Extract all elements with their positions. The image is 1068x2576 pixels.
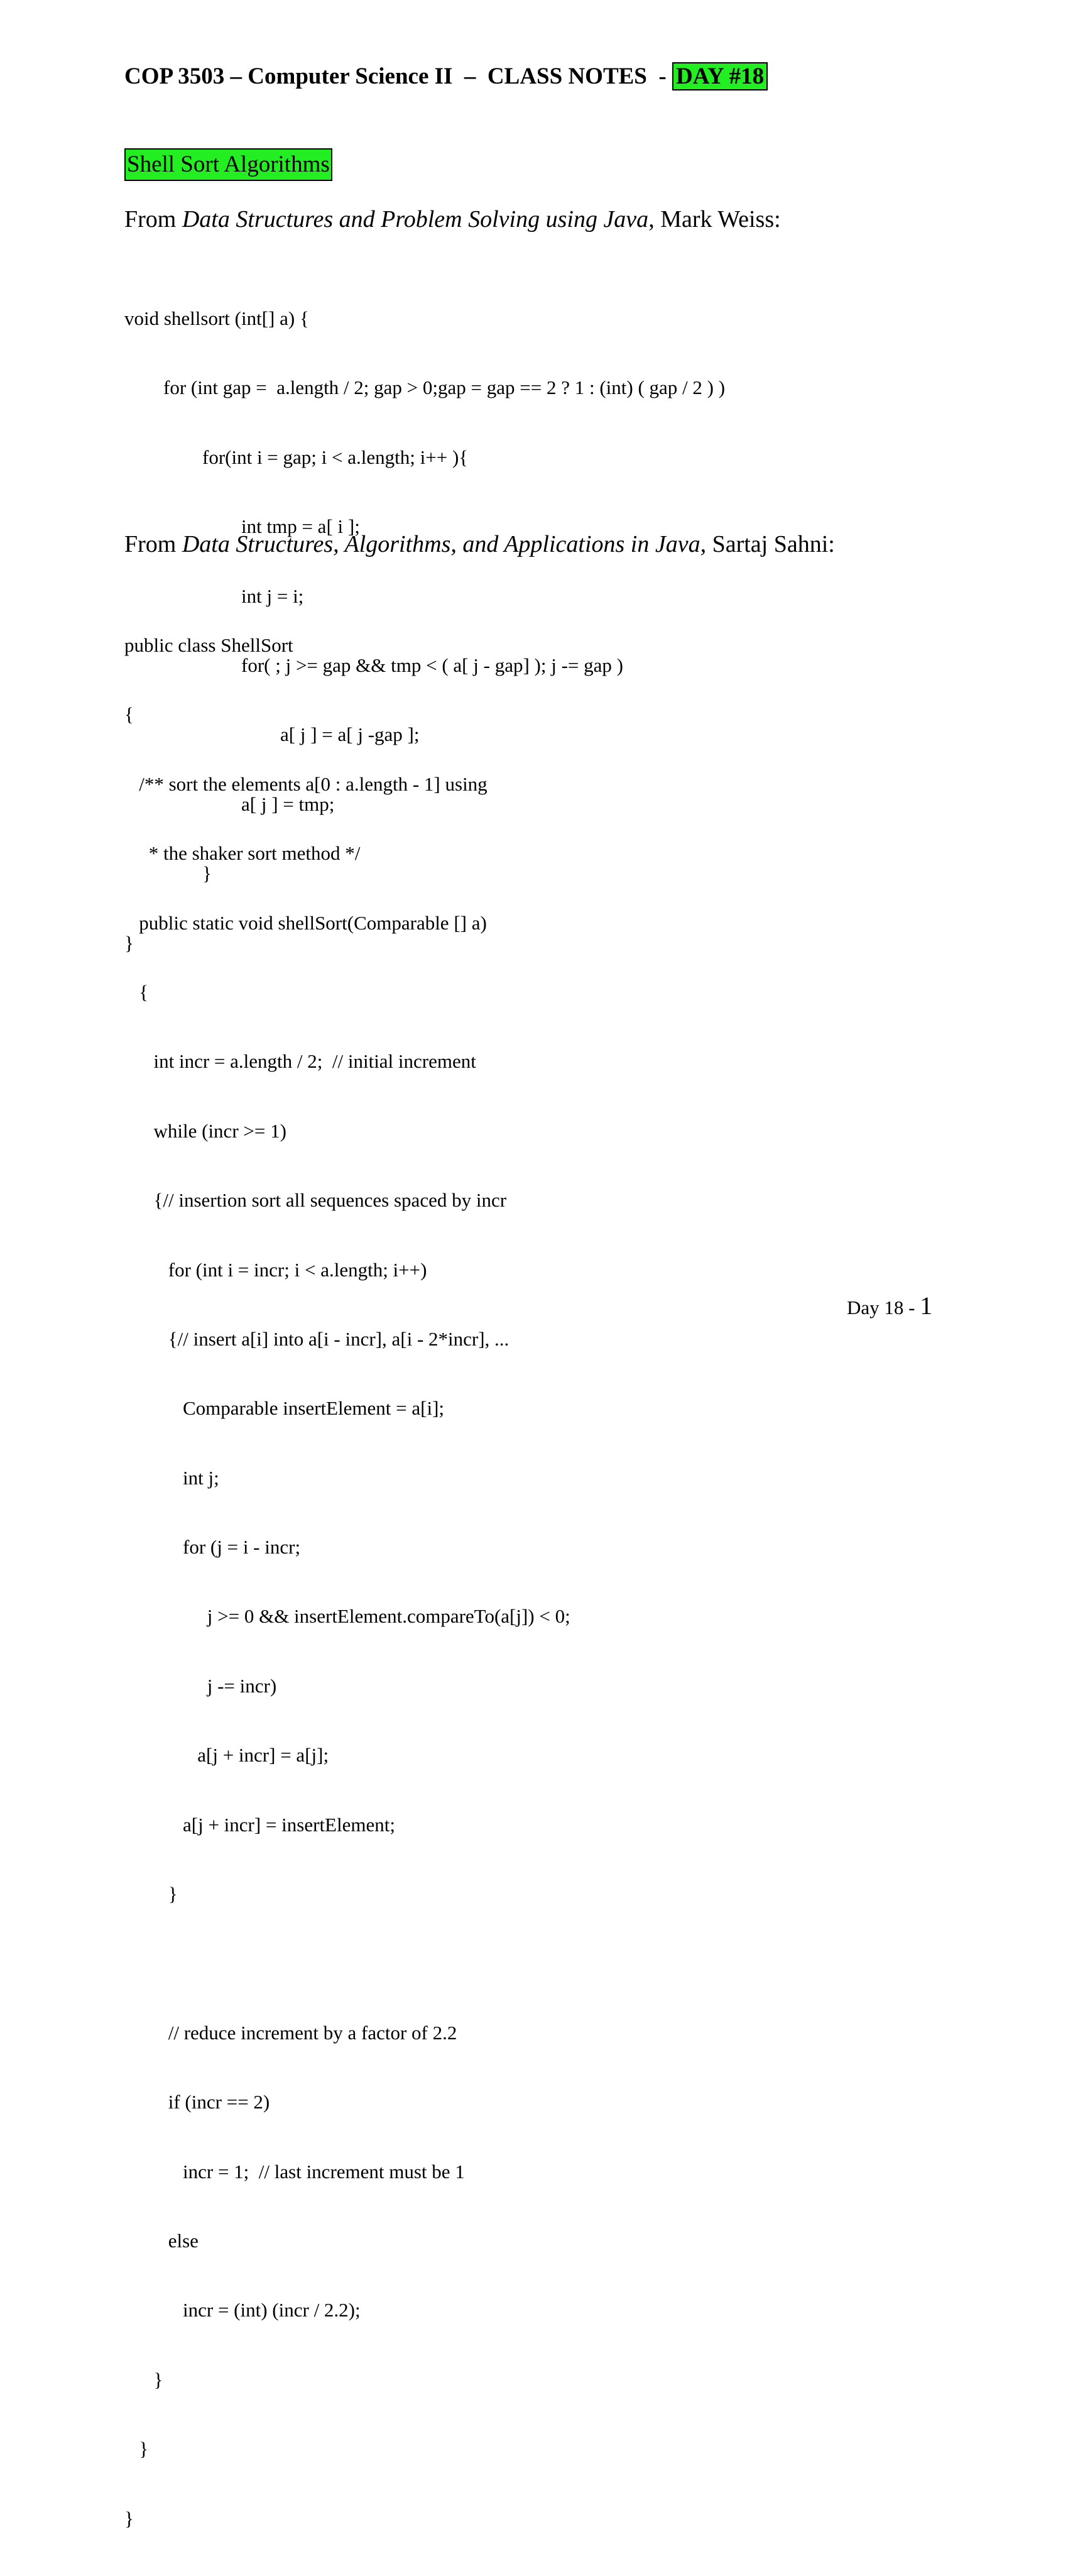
source-prefix: From bbox=[124, 531, 182, 557]
source-author: Sartaj Sahni: bbox=[706, 531, 835, 557]
code-line: public static void shellSort(Comparable [] a) bbox=[124, 911, 487, 934]
code-line: } bbox=[124, 1883, 178, 1905]
code-line: Comparable insertElement = a[i]; bbox=[124, 1397, 445, 1420]
code-line: a[ j ] = a[ j -gap ]; bbox=[124, 723, 420, 746]
code-line: for(int i = gap; i < a.length; i++ ){ bbox=[124, 446, 469, 468]
code-line: j >= 0 && insertElement.compareTo(a[j]) < 0; bbox=[124, 1605, 570, 1628]
code-line: for (int i = incr; i < a.length; i++) bbox=[124, 1258, 427, 1281]
footer-label: Day 18 - bbox=[847, 1296, 920, 1318]
code-block-sahni bbox=[124, 588, 570, 2576]
code-line: if (incr == 2) bbox=[124, 2091, 270, 2113]
title-prefix: COP 3503 – Computer Science II – CLASS NOTES - bbox=[124, 63, 672, 89]
code-line: for( ; j >= gap && tmp < ( a[ j - gap] ); j -= gap ) bbox=[124, 654, 623, 676]
page-footer bbox=[847, 1292, 932, 1322]
code-line: public class ShellSort bbox=[124, 634, 293, 656]
page-title bbox=[124, 62, 768, 92]
code-line: int j; bbox=[124, 1466, 219, 1489]
day-badge: DAY #18 bbox=[672, 62, 768, 90]
source-author: , Mark Weiss: bbox=[648, 206, 781, 233]
code-line: a[ j ] = tmp; bbox=[124, 792, 335, 815]
code-line: int j = i; bbox=[124, 584, 304, 607]
source-prefix: From bbox=[124, 206, 182, 233]
code-line: } bbox=[124, 2368, 163, 2391]
code-line: { bbox=[124, 980, 149, 1003]
section-heading: Shell Sort Algorithms bbox=[124, 148, 332, 181]
source-book-title: Data Structures and Problem Solving using Java bbox=[182, 206, 649, 233]
code-line: {// insertion sort all sequences spaced by incr bbox=[124, 1189, 507, 1212]
code-line: } bbox=[124, 2507, 134, 2529]
code-line: } bbox=[124, 931, 134, 954]
code-line: j -= incr) bbox=[124, 1674, 277, 1697]
code-line: // reduce increment by a factor of 2.2 bbox=[124, 2021, 457, 2044]
page-number: 1 bbox=[920, 1291, 933, 1320]
code-line: for (int gap = a.length / 2; gap > 0;gap = gap == 2 ? 1 : (int) ( gap / 2 ) ) bbox=[124, 376, 726, 399]
code-line: } bbox=[124, 862, 212, 885]
code-line: /** sort the elements a[0 : a.length - 1] using bbox=[124, 772, 488, 795]
code-line: while (incr >= 1) bbox=[124, 1119, 286, 1142]
code-line: incr = 1; // last increment must be 1 bbox=[124, 2160, 465, 2183]
code-line: } bbox=[124, 2438, 149, 2460]
code-line: incr = (int) (incr / 2.2); bbox=[124, 2299, 361, 2321]
code-line: else bbox=[124, 2229, 199, 2252]
code-line: int tmp = a[ i ]; bbox=[124, 515, 360, 538]
code-line: { bbox=[124, 703, 134, 726]
code-line: a[j + incr] = a[j]; bbox=[124, 1744, 329, 1767]
source-book-title: Data Structures, Algorithms, and Applications in Java, bbox=[182, 531, 707, 557]
code-line bbox=[124, 1951, 570, 1975]
code-line: * the shaker sort method */ bbox=[124, 842, 361, 865]
code-line: for (j = i - incr; bbox=[124, 1536, 301, 1559]
code-line: int incr = a.length / 2; // initial increment bbox=[124, 1050, 476, 1073]
code-line: a[j + incr] = insertElement; bbox=[124, 1813, 395, 1836]
source-citation-sahni bbox=[124, 529, 835, 559]
source-citation-weiss bbox=[124, 204, 781, 234]
code-line: void shellsort (int[] a) { bbox=[124, 307, 309, 329]
code-line: {// insert a[i] into a[i - incr], a[i - 2*incr], ... bbox=[124, 1327, 509, 1350]
